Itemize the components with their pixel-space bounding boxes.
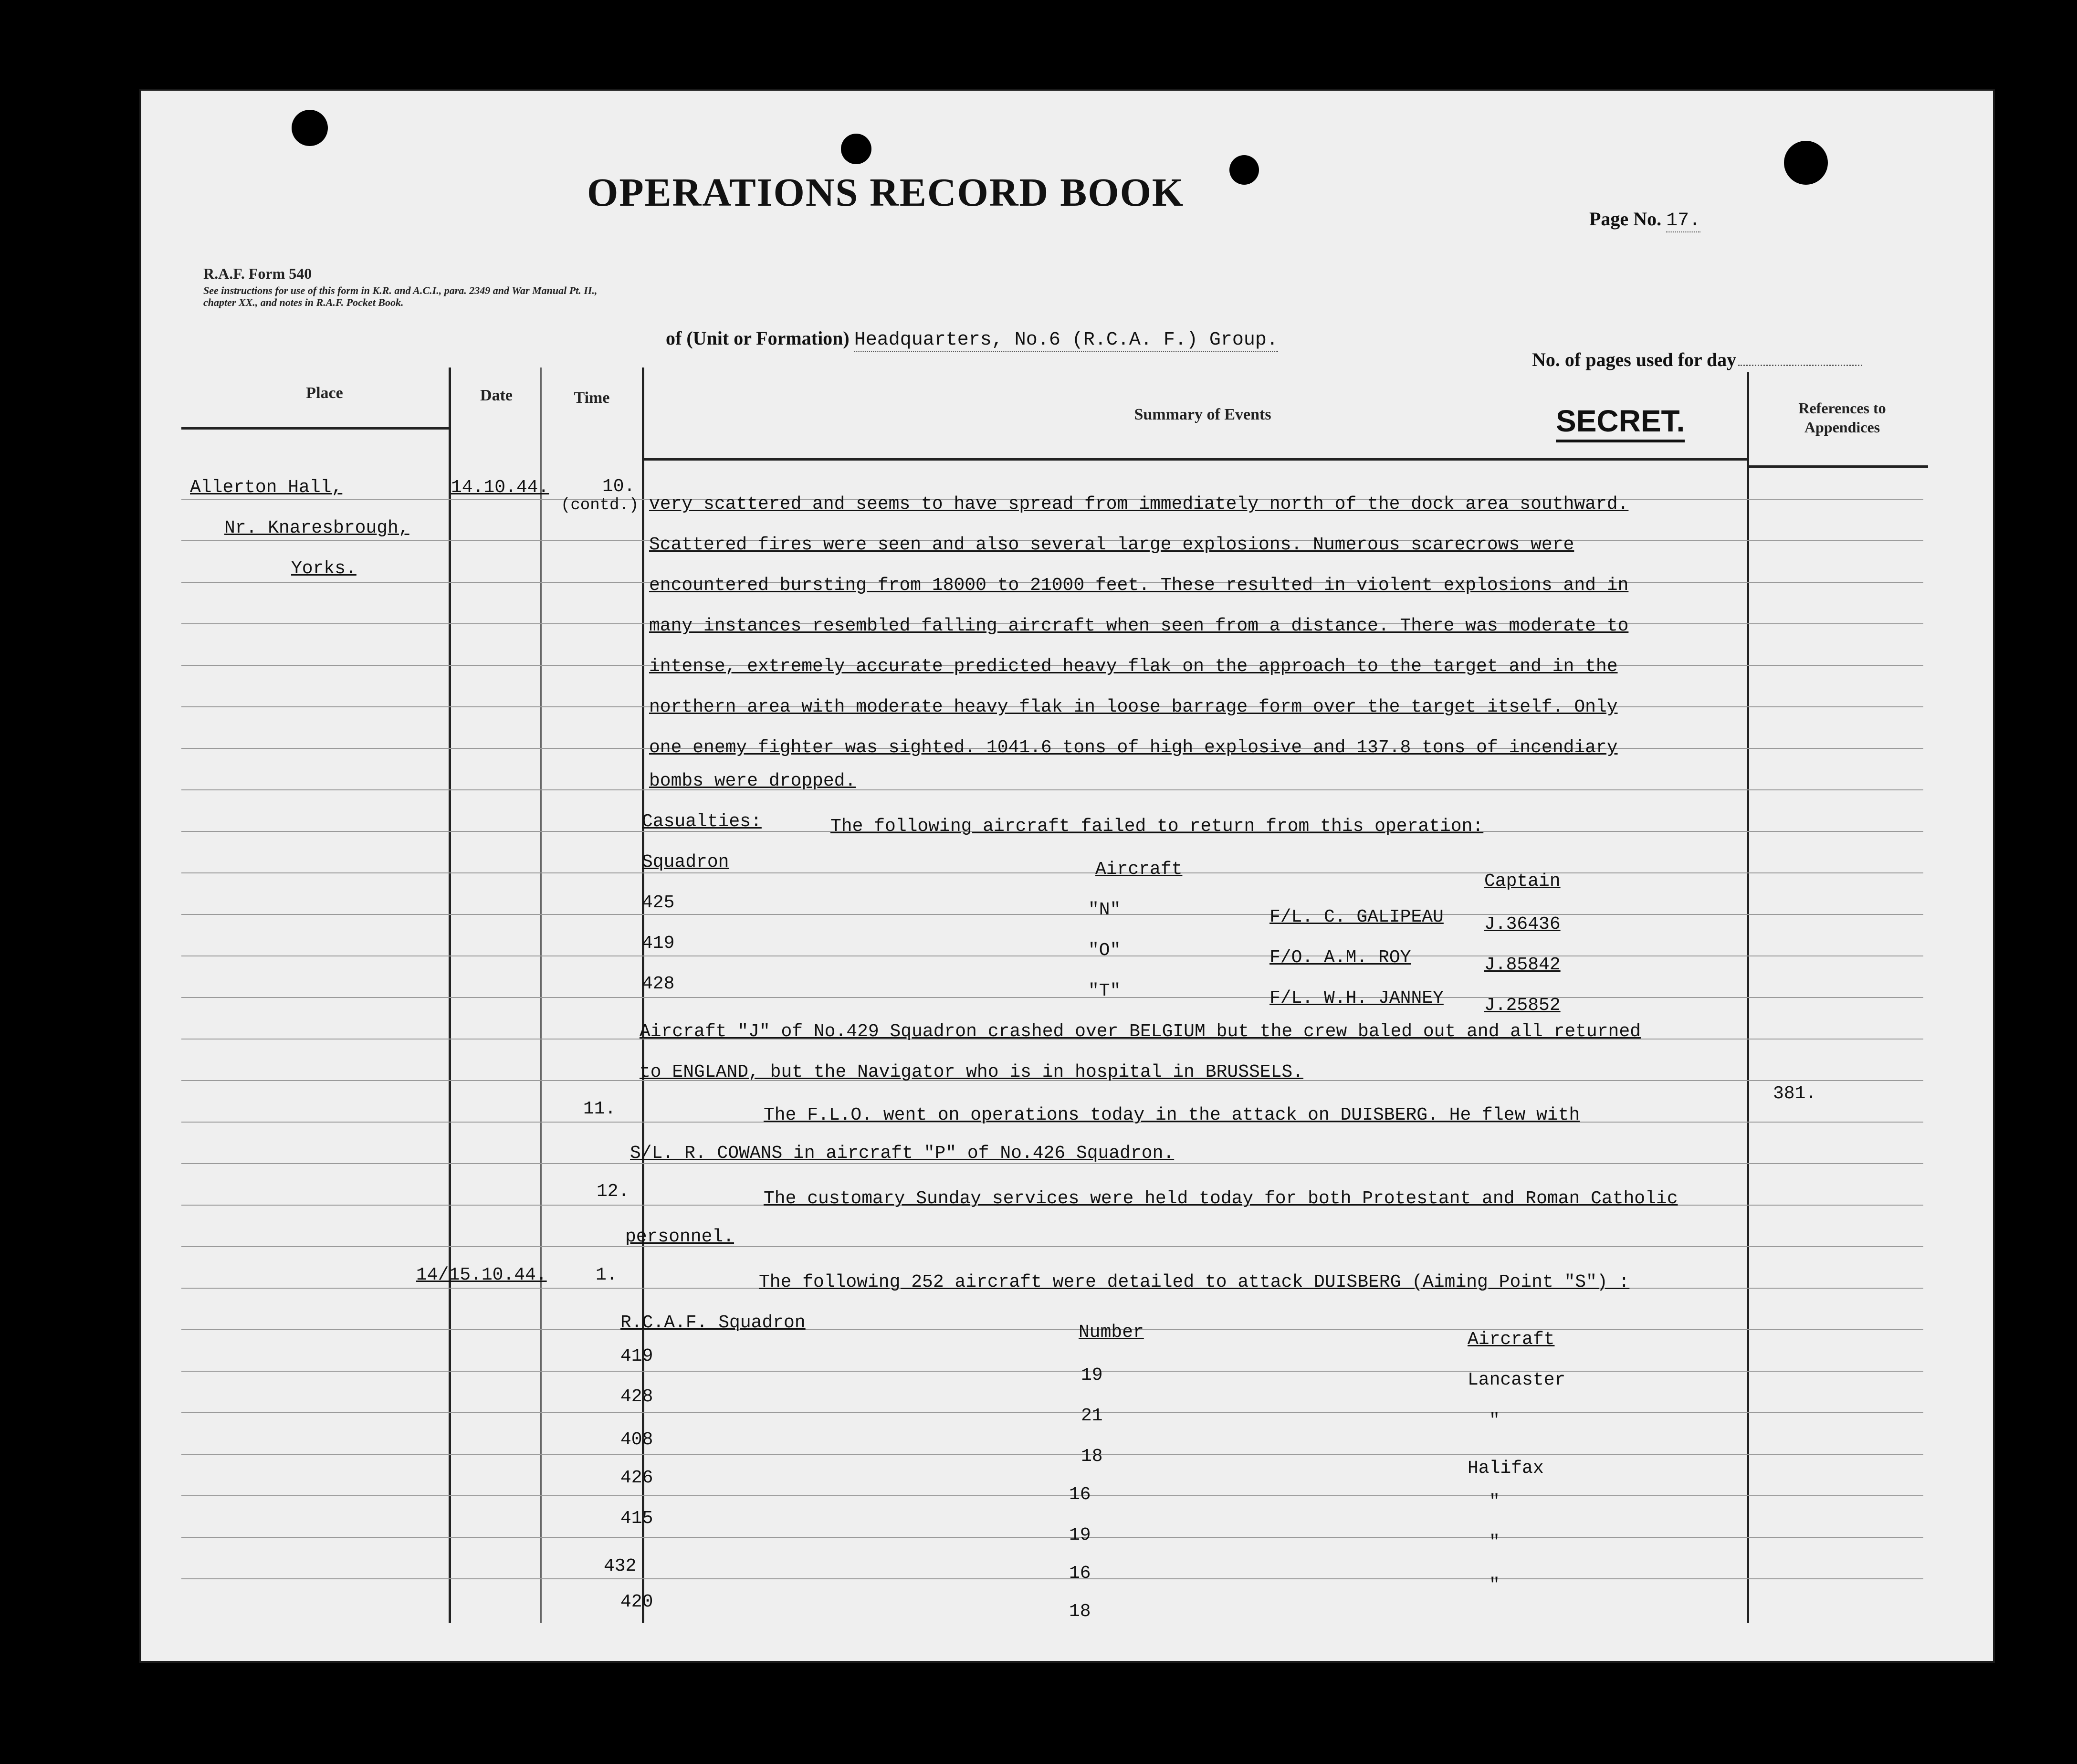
casualties-label: Casualties: bbox=[642, 811, 762, 832]
services-line: personnel. bbox=[625, 1227, 734, 1247]
narrative-line: encountered bursting from 18000 to 21000 feet. These resulted in violent explosions and in bbox=[649, 575, 1629, 596]
punch-hole bbox=[1784, 141, 1828, 185]
casualty-service-number: J.85842 bbox=[1484, 955, 1561, 975]
unit-value: Headquarters, No.6 (R.C.A. F.) Group. bbox=[854, 329, 1278, 351]
attack-number: 18 bbox=[1081, 1446, 1103, 1467]
narrative-line: intense, extremely accurate predicted heavy flak on the approach to the target and in the bbox=[649, 656, 1618, 677]
flo-report-line: The F.L.O. went on operations today in the attack on DUISBERG. He flew with bbox=[764, 1105, 1580, 1125]
entry-date: 14/15.10.44. bbox=[416, 1265, 547, 1285]
punch-hole bbox=[841, 134, 871, 164]
crash-report-line: to ENGLAND, but the Navigator who is in hospital in BRUSSELS. bbox=[640, 1062, 1304, 1082]
header-top-rule bbox=[181, 427, 449, 430]
attack-intro: The following 252 aircraft were detailed to attack DUISBERG (Aiming Point "S") : bbox=[759, 1272, 1630, 1292]
column-rule bbox=[449, 368, 451, 1623]
entry-time: 1. bbox=[596, 1265, 618, 1285]
attack-squadron: 432 bbox=[604, 1556, 637, 1576]
narrative-line: Scattered fires were seen and also several large explosions. Numerous scarecrows were bbox=[649, 535, 1574, 555]
narrative-line: northern area with moderate heavy flak in loose barrage form over the target itself. Only bbox=[649, 697, 1618, 717]
casualties-header-captain: Captain bbox=[1484, 871, 1561, 892]
attack-aircraft: Lancaster bbox=[1468, 1370, 1566, 1390]
ruled-line bbox=[181, 1495, 1923, 1496]
column-header-summary: Summary of Events bbox=[1134, 406, 1271, 423]
entry-date: 14.10.44. bbox=[451, 477, 549, 498]
attack-aircraft: " bbox=[1489, 1532, 1500, 1553]
page-number-value: 17. bbox=[1666, 210, 1701, 231]
column-header-time: Time bbox=[574, 389, 610, 407]
attack-squadron: 419 bbox=[620, 1346, 653, 1366]
attack-squadron: 420 bbox=[620, 1592, 653, 1612]
attack-header-aircraft: Aircraft bbox=[1468, 1329, 1555, 1350]
page-number-label: Page No. bbox=[1589, 208, 1662, 230]
attack-aircraft: Halifax bbox=[1468, 1458, 1544, 1479]
attack-aircraft: " bbox=[1489, 1491, 1500, 1512]
narrative-line: very scattered and seems to have spread from immediately north of the dock area southward. bbox=[649, 494, 1629, 514]
page-number bbox=[1589, 208, 1700, 231]
place-line: Nr. Knaresbrough, bbox=[224, 518, 409, 538]
header-bottom-rule bbox=[642, 458, 1747, 461]
attack-number: 16 bbox=[1069, 1563, 1091, 1584]
entry-time: 11. bbox=[583, 1099, 616, 1119]
flo-report-line: S/L. R. COWANS in aircraft "P" of No.426 Squadron. bbox=[630, 1143, 1175, 1164]
casualty-aircraft: "O" bbox=[1088, 940, 1121, 961]
casualty-squadron: 428 bbox=[642, 974, 675, 994]
ruled-line bbox=[181, 997, 1923, 998]
punch-hole bbox=[1229, 155, 1259, 185]
ruled-line bbox=[181, 789, 1923, 790]
attack-aircraft: " bbox=[1489, 1575, 1500, 1596]
pages-used-line bbox=[1532, 348, 1862, 371]
attack-squadron: 428 bbox=[620, 1386, 653, 1407]
casualties-header-squadron: Squadron bbox=[642, 852, 729, 872]
ruled-line bbox=[181, 1578, 1923, 1579]
entry-time: 12. bbox=[597, 1181, 629, 1202]
form-instructions: See instructions for use of this form in K.R. and A.C.I., para. 2349 and War Manual Pt. II., chapter XX., and notes in R.A.F. Pocket Book. bbox=[203, 284, 598, 308]
casualty-pilot: F/O. A.M. ROY bbox=[1269, 947, 1411, 968]
casualty-aircraft: "T" bbox=[1088, 981, 1121, 1001]
pages-used-label: No. of pages used for day bbox=[1532, 349, 1737, 370]
place-line: Allerton Hall, bbox=[190, 477, 343, 498]
unit-line bbox=[666, 327, 1278, 351]
entry-time: 10. bbox=[602, 476, 635, 497]
casualty-service-number: J.36436 bbox=[1484, 914, 1561, 934]
attack-number: 16 bbox=[1069, 1484, 1091, 1505]
ruled-line bbox=[181, 1329, 1923, 1330]
ruled-line bbox=[181, 1246, 1923, 1247]
ruled-line bbox=[181, 1412, 1923, 1413]
attack-squadron: 408 bbox=[620, 1429, 653, 1450]
ruled-line bbox=[181, 872, 1923, 873]
ruled-line bbox=[181, 1454, 1923, 1455]
header-rule bbox=[1747, 465, 1928, 468]
column-header-references: References to Appendices bbox=[1798, 399, 1886, 436]
narrative-line: one enemy fighter was sighted. 1041.6 tons of high explosive and 137.8 tons of incendiary bbox=[649, 737, 1618, 758]
appendix-reference: 381. bbox=[1773, 1083, 1817, 1104]
attack-number: 19 bbox=[1081, 1365, 1103, 1386]
place-line: Yorks. bbox=[291, 558, 357, 579]
casualty-squadron: 425 bbox=[642, 892, 675, 913]
casualty-pilot: F/L. W.H. JANNEY bbox=[1269, 988, 1444, 1008]
casualty-aircraft: "N" bbox=[1088, 900, 1121, 920]
attack-number: 21 bbox=[1081, 1406, 1103, 1426]
unit-label: of (Unit or Formation) bbox=[666, 327, 850, 349]
column-header-date: Date bbox=[480, 387, 513, 404]
casualty-service-number: J.25852 bbox=[1484, 995, 1561, 1016]
casualty-pilot: F/L. C. GALIPEAU bbox=[1269, 907, 1444, 927]
narrative-line: bombs were dropped. bbox=[649, 771, 856, 791]
record-sheet bbox=[141, 91, 1993, 1661]
column-rule bbox=[540, 368, 542, 1623]
form-number: R.A.F. Form 540 bbox=[203, 265, 312, 282]
column-header-place: Place bbox=[306, 384, 343, 402]
casualties-text: The following aircraft failed to return from this operation: bbox=[830, 816, 1484, 837]
punch-hole bbox=[292, 110, 328, 146]
attack-squadron: 426 bbox=[620, 1468, 653, 1488]
ruled-line bbox=[181, 1537, 1923, 1538]
casualty-squadron: 419 bbox=[642, 933, 675, 954]
ruled-line bbox=[181, 914, 1923, 915]
attack-aircraft: " bbox=[1489, 1410, 1500, 1431]
crash-report-line: Aircraft "J" of No.429 Squadron crashed over BELGIUM but the crew baled out and all returned bbox=[640, 1021, 1641, 1042]
services-line: The customary Sunday services were held today for both Protestant and Roman Catholic bbox=[764, 1188, 1678, 1209]
page-title: OPERATIONS RECORD BOOK bbox=[587, 170, 1185, 215]
form-identifier bbox=[203, 265, 614, 308]
attack-number: 19 bbox=[1069, 1525, 1091, 1545]
attack-header-squadron: R.C.A.F. Squadron bbox=[620, 1312, 806, 1333]
casualties-header-aircraft: Aircraft bbox=[1095, 859, 1183, 880]
narrative-line: many instances resembled falling aircraft when seen from a distance. There was moderate to bbox=[649, 616, 1629, 636]
ruled-line bbox=[181, 1371, 1923, 1372]
classification-stamp: SECRET. bbox=[1556, 403, 1685, 442]
entry-time: (contd.) bbox=[561, 496, 639, 514]
attack-header-number: Number bbox=[1079, 1322, 1144, 1343]
attack-number: 18 bbox=[1069, 1601, 1091, 1622]
attack-squadron: 415 bbox=[620, 1508, 653, 1529]
